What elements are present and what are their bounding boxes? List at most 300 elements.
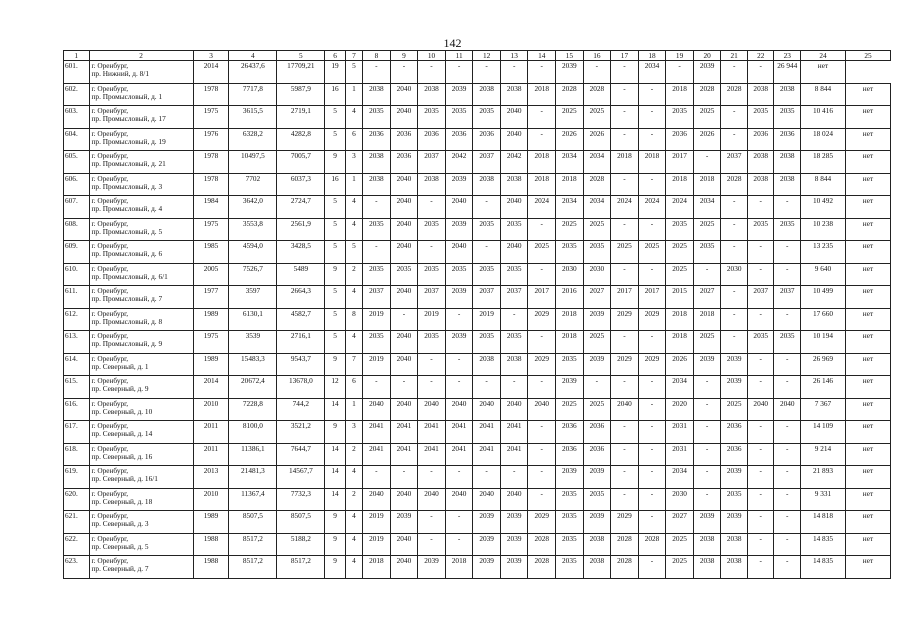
table-cell: 2039 [445,173,473,196]
table-cell: 2040 [390,488,418,511]
table-cell: 26 146 [801,376,846,399]
table-cell: - [774,556,801,579]
table-cell: 1977 [193,286,229,309]
table-cell: 2035 [390,263,418,286]
table-cell: 2039 [445,83,473,106]
table-cell: 2018 [638,151,666,174]
table-cell: 13678,0 [277,376,325,399]
table-cell: - [693,398,721,421]
table-cell: 2035 [556,241,584,264]
address-street: пр. Промысловый, д. 5 [91,226,163,236]
column-number: 18 [638,51,666,61]
table-cell: 2029 [611,353,639,376]
table-cell: 2025 [556,106,584,129]
table-cell: 2025 [693,106,721,129]
table-cell: 2039 [556,61,584,84]
table-cell: 2039 [390,511,418,534]
row-number: 610. [64,263,90,286]
row-number: 621. [64,511,90,534]
table-cell: 2037 [500,286,528,309]
table-cell: 2025 [528,241,556,264]
table-cell: 2035 [556,533,584,556]
table-cell: - [693,421,721,444]
table-cell: - [638,376,666,399]
column-number: 22 [747,51,774,61]
table-cell: - [418,533,446,556]
table-cell: 2034 [556,196,584,219]
row-number: 609. [64,241,90,264]
table-cell: нет [845,218,890,241]
table-cell: 2036 [390,151,418,174]
table-cell: - [445,61,473,84]
table-cell: 2035 [556,556,584,579]
table-cell: 2019 [418,308,446,331]
table-cell: 2035 [473,106,501,129]
table-cell: 2018 [556,331,584,354]
table-cell: 2028 [583,83,611,106]
table-cell: 12 [325,376,345,399]
table-cell: 14 [325,398,345,421]
table-cell: 2036 [721,443,748,466]
table-cell: 2034 [666,466,694,489]
address-city: г. Оренбург, [91,533,129,543]
table-cell: 8507,5 [277,511,325,534]
table-cell: 2029 [638,353,666,376]
table-cell: 2018 [528,173,556,196]
table-cell: 2040 [528,398,556,421]
table-cell: 4 [345,331,362,354]
table-cell: 2036 [666,128,694,151]
table-cell: 2024 [528,196,556,219]
table-cell: 2025 [583,331,611,354]
table-cell: - [528,376,556,399]
row-number: 608. [64,218,90,241]
table-cell: 2036 [556,421,584,444]
table-cell: 2028 [638,533,666,556]
table-cell: 7005,7 [277,151,325,174]
table-cell: 2011 [193,421,229,444]
table-cell: 2031 [666,443,694,466]
table-cell: 19 [325,61,345,84]
table-cell: - [473,196,501,219]
column-number: 25 [845,51,890,61]
column-number: 10 [418,51,446,61]
address-city: г. Оренбург, [91,466,129,475]
address-street: пр. Промысловый, д. 3 [91,181,163,191]
table-cell: 2028 [611,556,639,579]
row-number: 613. [64,331,90,354]
table-cell: 9 [325,151,345,174]
table-cell: 21481,3 [229,466,277,489]
table-cell: 18 024 [801,128,846,151]
table-cell: 2039 [583,466,611,489]
table-cell: 5 [325,241,345,264]
column-number: 14 [528,51,556,61]
table-cell: 4 [345,106,362,129]
address-city: г. Оренбург, [91,218,129,228]
table-cell: 2038 [473,173,501,196]
table-cell: 2039 [445,331,473,354]
table-cell: 2040 [418,488,446,511]
address-street: пр. Северный, д. 16 [91,451,153,461]
row-number: 620. [64,488,90,511]
table-cell: 2024 [611,196,639,219]
table-cell: 2041 [363,443,391,466]
table-cell: 2040 [445,241,473,264]
table-cell: - [528,218,556,241]
table-cell: 2040 [390,398,418,421]
table-cell: 2030 [721,263,748,286]
address-cell [89,151,193,174]
table-cell: - [638,556,666,579]
table-cell: 2039 [693,353,721,376]
table-row [64,376,891,399]
table-cell: 1975 [193,218,229,241]
table-cell: - [774,196,801,219]
table-row [64,421,891,444]
table-cell: 2035 [721,488,748,511]
table-cell: 2035 [363,218,391,241]
table-cell: 8517,2 [229,533,277,556]
table-cell: 2035 [363,331,391,354]
table-cell: - [611,443,639,466]
table-cell: 2018 [611,151,639,174]
table-cell: - [693,376,721,399]
table-cell: 3615,5 [229,106,277,129]
table-cell: 1976 [193,128,229,151]
table-cell: 2039 [500,511,528,534]
table-cell: 2028 [611,533,639,556]
table-cell: - [418,241,446,264]
table-cell: - [747,196,774,219]
table-cell: 14567,7 [277,466,325,489]
table-cell: 2040 [500,488,528,511]
table-cell: 2018 [693,173,721,196]
row-number: 618. [64,443,90,466]
table-cell: 4 [345,218,362,241]
table-row [64,151,891,174]
row-number: 601. [64,61,90,84]
row-number: 603. [64,106,90,129]
table-cell: 2037 [774,286,801,309]
table-cell: 2035 [556,488,584,511]
table-cell: 2561,9 [277,218,325,241]
table-cell: 2035 [418,218,446,241]
table-cell: 2039 [583,308,611,331]
table-cell: 2037 [721,151,748,174]
table-cell: 14 [325,466,345,489]
table-cell: 2035 [774,331,801,354]
table-cell: 2036 [445,128,473,151]
table-cell: нет [845,556,890,579]
row-number: 606. [64,173,90,196]
table-cell: нет [845,241,890,264]
table-cell: 1 [345,83,362,106]
table-cell: 1975 [193,106,229,129]
table-cell: - [747,263,774,286]
table-cell: 7702 [229,173,277,196]
table-cell: - [445,511,473,534]
table-cell: 2018 [445,556,473,579]
table-cell: 1975 [193,331,229,354]
table-cell: 2010 [193,398,229,421]
table-cell: 2024 [638,196,666,219]
table-cell: 7717,8 [229,83,277,106]
column-number: 15 [556,51,584,61]
table-cell: 2028 [721,173,748,196]
table-body [64,51,891,579]
table-row [64,331,891,354]
address-cell [89,83,193,106]
table-cell: 5489 [277,263,325,286]
table-cell: 2034 [666,376,694,399]
table-cell: 2038 [747,151,774,174]
table-cell: 8 [345,308,362,331]
table-cell: 7526,7 [229,263,277,286]
table-cell: 2029 [528,511,556,534]
table-cell: - [774,443,801,466]
table-cell: 10 238 [801,218,846,241]
table-cell: - [747,421,774,444]
table-cell: 4594,0 [229,241,277,264]
table-cell: 2019 [473,308,501,331]
table-cell: - [774,353,801,376]
table-cell: 2041 [418,421,446,444]
table-cell: 2035 [583,241,611,264]
page-number: 142 [443,36,462,50]
table-cell: 2040 [363,488,391,511]
table-cell: 2035 [583,488,611,511]
table-cell: 2028 [583,173,611,196]
table-cell: - [611,421,639,444]
table-cell: - [747,556,774,579]
table-cell: 17 660 [801,308,846,331]
address-city: г. Оренбург, [91,83,129,93]
address-city: г. Оренбург, [91,151,129,160]
table-cell: 2040 [390,241,418,264]
table-cell: 21 893 [801,466,846,489]
table-cell: 2038 [500,353,528,376]
table-cell: 2040 [390,83,418,106]
table-cell: 4 [345,556,362,579]
address-cell [89,128,193,151]
table-cell: 2039 [500,533,528,556]
table-cell: 2 [345,263,362,286]
table-cell: 2042 [445,151,473,174]
table-cell: 2013 [193,466,229,489]
column-number: 19 [666,51,694,61]
table-cell: 2025 [666,556,694,579]
table-cell: - [693,466,721,489]
table-cell: 2017 [611,286,639,309]
table-cell: 17709,21 [277,61,325,84]
table-cell: 2039 [693,61,721,84]
table-cell: - [747,241,774,264]
table-row [64,128,891,151]
table-cell: - [500,466,528,489]
table-cell: 2041 [473,443,501,466]
table-cell: - [363,196,391,219]
table-cell: нет [845,173,890,196]
address-cell [89,398,193,421]
table-cell: 2040 [445,398,473,421]
table-cell: - [473,61,501,84]
table-cell: 2019 [363,353,391,376]
table-cell: - [611,466,639,489]
table-cell: 2025 [611,241,639,264]
table-cell: - [721,241,748,264]
table-cell: 2018 [693,308,721,331]
table-cell: - [445,308,473,331]
table-cell: нет [845,263,890,286]
table-cell: 2037 [473,286,501,309]
table-row [64,173,891,196]
table-cell: 2039 [693,511,721,534]
table-cell: 2041 [445,421,473,444]
table-cell: - [528,421,556,444]
table-cell: - [774,466,801,489]
table-cell: 2035 [418,331,446,354]
table-cell: 1 [345,173,362,196]
table-cell: нет [845,398,890,421]
address-city: г. Оренбург, [91,61,129,70]
table-cell: 20672,4 [229,376,277,399]
table-cell: 7644,7 [277,443,325,466]
table-cell: 2036 [747,128,774,151]
table-cell: нет [845,196,890,219]
table-cell: - [528,263,556,286]
table-cell: 1984 [193,196,229,219]
table-cell: - [363,241,391,264]
table-cell: 2029 [528,353,556,376]
table-cell: 2036 [556,443,584,466]
table-cell: 2039 [500,556,528,579]
table-cell: - [363,61,391,84]
address-city: г. Оренбург, [91,241,129,250]
table-cell: - [611,331,639,354]
table-cell: 14 835 [801,533,846,556]
table-cell: 4 [345,196,362,219]
table-cell: 2025 [693,331,721,354]
table-cell: 2019 [363,308,391,331]
table-cell: нет [845,286,890,309]
table-cell: 2724,7 [277,196,325,219]
address-cell [89,533,193,556]
table-cell: 2040 [500,398,528,421]
table-cell: 9 214 [801,443,846,466]
table-cell: нет [845,533,890,556]
column-number-row [64,51,891,61]
table-cell: 15483,3 [229,353,277,376]
column-number: 3 [193,51,229,61]
table-cell: 2038 [500,173,528,196]
table-cell: 1988 [193,533,229,556]
table-cell: - [638,398,666,421]
table-cell: 2036 [721,421,748,444]
table-cell: - [638,331,666,354]
table-cell: 2039 [473,511,501,534]
table-cell: 2027 [666,511,694,534]
address-cell [89,218,193,241]
table-cell: - [611,488,639,511]
address-city: г. Оренбург, [91,353,129,363]
table-cell: - [747,466,774,489]
table-cell: 1985 [193,241,229,264]
table-cell: - [611,218,639,241]
table-cell: 2041 [363,421,391,444]
table-cell: 2040 [473,398,501,421]
row-number: 612. [64,308,90,331]
table-cell: 2019 [363,511,391,534]
table-cell: 2041 [390,421,418,444]
address-city: г. Оренбург, [91,511,129,520]
table-cell: - [390,376,418,399]
table-cell: 2029 [638,308,666,331]
table-cell: 2039 [445,286,473,309]
table-cell: 2040 [418,398,446,421]
table-cell: нет [845,511,890,534]
address-city: г. Оренбург, [91,106,129,115]
table-cell: 2040 [390,218,418,241]
table-cell: 2036 [363,128,391,151]
table-cell: 10 492 [801,196,846,219]
address-cell [89,106,193,129]
table-cell: 2030 [666,488,694,511]
table-cell: - [611,376,639,399]
table-cell: 2039 [473,533,501,556]
table-cell: нет [845,151,890,174]
table-cell: 14 109 [801,421,846,444]
address-cell [89,173,193,196]
table-cell: - [418,511,446,534]
table-cell: 2027 [583,286,611,309]
address-cell [89,263,193,286]
table-cell: - [528,128,556,151]
table-cell: - [390,61,418,84]
table-cell: 10 416 [801,106,846,129]
table-cell: 2035 [500,263,528,286]
table-cell: 2038 [363,151,391,174]
table-row [64,511,891,534]
address-street: пр. Промысловый, д. 7 [91,294,163,303]
address-street: пр. Промысловый, д. 6 [91,249,163,258]
table-cell: 5 [325,106,345,129]
table-cell: 2039 [556,466,584,489]
table-cell: 2039 [418,556,446,579]
table-cell: 2039 [445,218,473,241]
table-cell: 2035 [774,218,801,241]
table-cell: - [611,128,639,151]
table-cell: - [445,353,473,376]
table-cell: 2040 [363,398,391,421]
table-cell: нет [801,61,846,84]
table-cell: 2026 [556,128,584,151]
table-cell: - [500,376,528,399]
column-number: 16 [583,51,611,61]
table-cell: 2 [345,443,362,466]
table-row [64,83,891,106]
address-city: г. Оренбург, [91,308,129,318]
table-cell: - [611,83,639,106]
table-cell: 2040 [500,241,528,264]
table-cell: 2018 [556,308,584,331]
table-cell: 6130,1 [229,308,277,331]
table-cell: 744,2 [277,398,325,421]
table-cell: 2026 [693,128,721,151]
table-cell: - [418,376,446,399]
table-cell: 16 [325,83,345,106]
table-cell: - [445,533,473,556]
